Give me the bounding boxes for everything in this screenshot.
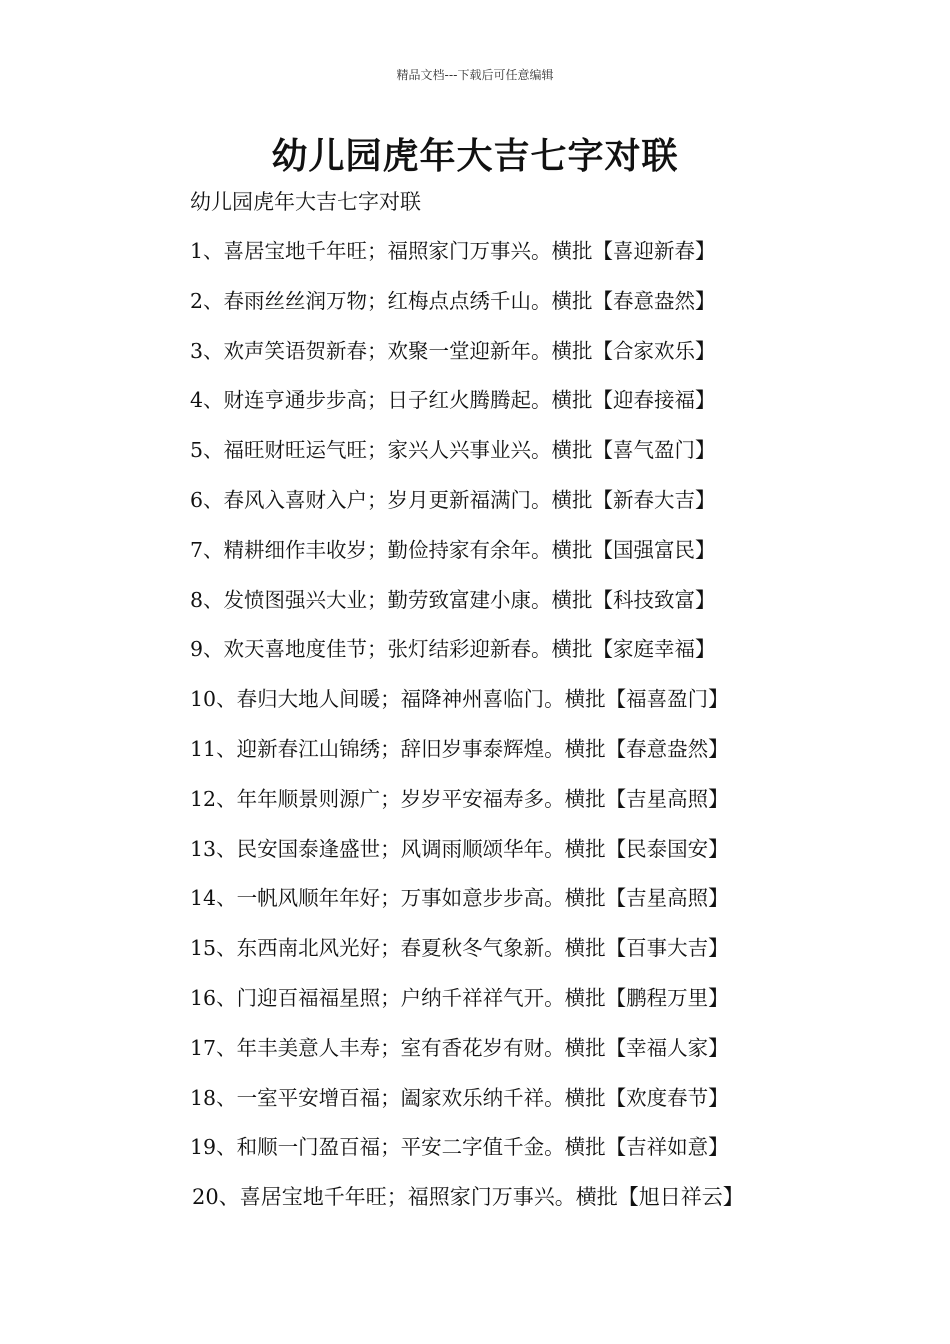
couplet-item: 9、欢天喜地度佳节；张灯结彩迎新春。横批【家庭幸福】 [190, 637, 716, 662]
couplet-item: 20、喜居宝地千年旺；福照家门万事兴。横批【旭日祥云】 [192, 1185, 744, 1210]
couplet-item: 6、春风入喜财入户；岁月更新福满门。横批【新春大吉】 [190, 487, 716, 512]
couplet-list [190, 234, 890, 1230]
couplet-item: 7、精耕细作丰收岁；勤俭持家有余年。横批【国强富民】 [190, 537, 716, 562]
header-note: 精品文档---下载后可任意编辑 [396, 68, 554, 82]
subtitle: 幼儿园虎年大吉七字对联 [190, 190, 421, 214]
couplet-item: 17、年丰美意人丰寿；室有香花岁有财。横批【幸福人家】 [190, 1035, 729, 1060]
couplet-item: 15、东西南北风光好；春夏秋冬气象新。横批【百事大吉】 [190, 936, 729, 961]
couplet-item: 1、喜居宝地千年旺；福照家门万事兴。横批【喜迎新春】 [190, 239, 716, 263]
couplet-item: 11、迎新春江山锦绣；辞旧岁事泰辉煌。横批【春意盎然】 [190, 736, 729, 761]
couplet-item: 13、民安国泰逢盛世；风调雨顺颂华年。横批【民泰国安】 [190, 836, 729, 861]
couplet-item: 10、春归大地人间暖；福降神州喜临门。横批【福喜盈门】 [190, 687, 729, 712]
couplet-item: 2、春雨丝丝润万物；红梅点点绣千山。横批【春意盎然】 [190, 288, 716, 313]
couplet-item: 14、一帆风顺年年好；万事如意步步高。横批【吉星高照】 [190, 886, 729, 911]
couplet-item: 18、一室平安增百福；阖家欢乐纳千祥。横批【欢度春节】 [190, 1085, 729, 1110]
couplet-item: 19、和顺一门盈百福；平安二字值千金。横批【吉祥如意】 [190, 1135, 729, 1160]
couplet-item: 8、发愤图强兴大业；勤劳致富建小康。横批【科技致富】 [190, 587, 716, 612]
page-title: 幼儿园虎年大吉七字对联 [271, 136, 679, 177]
couplet-item: 4、财连亨通步步高；日子红火腾腾起。横批【迎春接福】 [190, 388, 716, 413]
couplet-item: 3、欢声笑语贺新春；欢聚一堂迎新年。横批【合家欢乐】 [190, 338, 716, 363]
couplet-item: 5、福旺财旺运气旺；家兴人兴事业兴。横批【喜气盈门】 [190, 438, 716, 463]
couplet-item: 16、门迎百福福星照；户纳千祥祥气开。横批【鹏程万里】 [190, 985, 729, 1010]
couplet-item: 12、年年顺景则源广；岁岁平安福寿多。横批【吉星高照】 [190, 786, 729, 811]
